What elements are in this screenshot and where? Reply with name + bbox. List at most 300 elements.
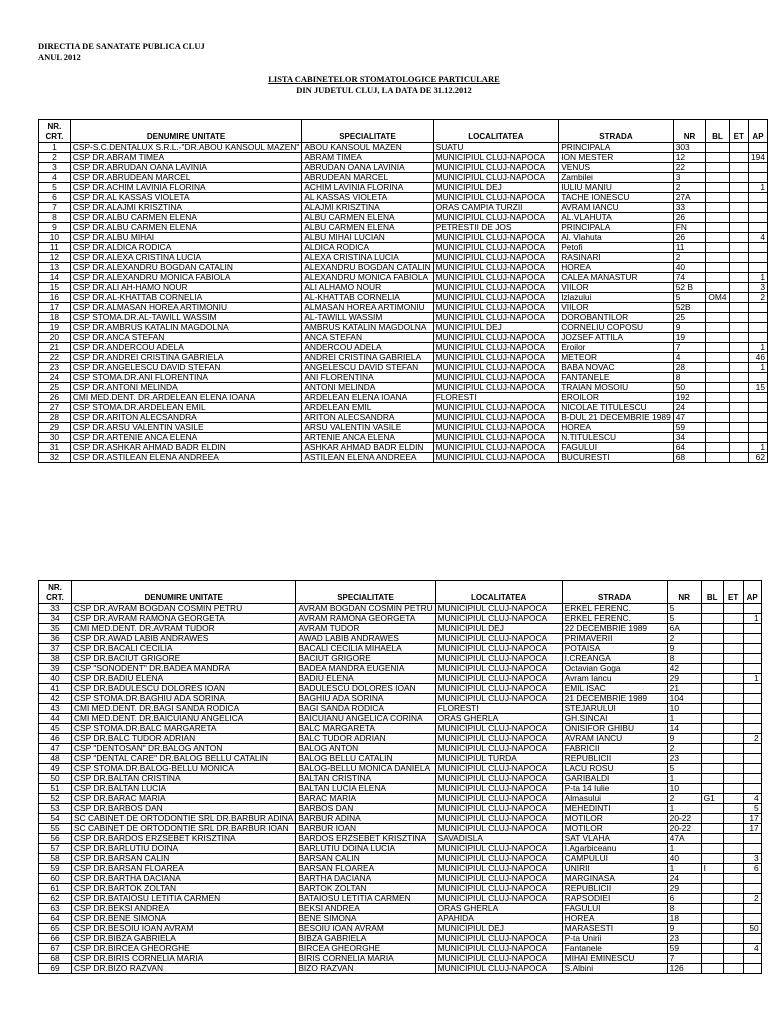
cell-localitatea: MUNICIPIUL CLUJ-NAPOCA [433, 163, 559, 173]
cell-strada: FAGULUI [559, 443, 674, 453]
cell-nr: 11 [673, 243, 706, 253]
table-row [39, 323, 768, 333]
cell-unitate: CSP DR.BACALI CECILIA [72, 644, 296, 654]
cell-nr: 23 [667, 754, 701, 764]
cell-unitate: CSP DR.BACIUT GRIGORE [72, 654, 296, 664]
cell-nr: 47 [673, 413, 706, 423]
cell-ap: 1 [748, 363, 767, 373]
cell-et [723, 624, 743, 634]
cell-et [723, 954, 743, 964]
table-row [39, 654, 762, 664]
cell-et [723, 774, 743, 784]
cell-bl [706, 213, 729, 223]
cell-et [723, 834, 743, 844]
cell-bl [701, 954, 723, 964]
cell-specialitate: AL KASSAS VIOLETA [302, 193, 433, 203]
cell-ap: 15 [748, 383, 767, 393]
cell-strada: HOREA [559, 423, 674, 433]
table-row [39, 293, 768, 303]
cell-ap [748, 413, 767, 423]
cell-bl [701, 664, 723, 674]
table-row [39, 303, 768, 313]
cell-strada: HOREA [562, 914, 667, 924]
cell-nr-crt: 15 [39, 283, 71, 293]
cell-nr: 3 [673, 173, 706, 183]
cell-nr-crt: 16 [39, 293, 71, 303]
cell-strada: S.Albini [562, 964, 667, 974]
table-header-row [39, 581, 762, 604]
cell-localitatea: MUNICIPIUL CLUJ-NAPOCA [435, 614, 562, 624]
cell-localitatea: ORAS CAMPIA TURZII [433, 203, 559, 213]
table-row [39, 684, 762, 694]
cell-ap [743, 914, 761, 924]
cell-et [729, 413, 748, 423]
cell-nr: 6 [667, 894, 701, 904]
cell-nr-crt: 32 [39, 453, 71, 463]
cell-unitate: CSP DR.BEKSI ANDREA [72, 904, 296, 914]
cell-ap [743, 724, 761, 734]
cell-nr-crt: 67 [39, 944, 72, 954]
cell-strada: RAPSODIEI [562, 894, 667, 904]
cell-ap [743, 714, 761, 724]
cell-nr-crt: 31 [39, 443, 71, 453]
cell-localitatea: MUNICIPIUL CLUJ-NAPOCA [435, 644, 562, 654]
col-et: ET [723, 581, 743, 604]
cell-nr: 25 [673, 313, 706, 323]
cell-ap: 1 [748, 273, 767, 283]
cell-ap [748, 423, 767, 433]
table-row [39, 333, 768, 343]
cell-nr-crt: 61 [39, 884, 72, 894]
cell-et [723, 714, 743, 724]
cell-strada: P-ta Unirii [562, 934, 667, 944]
cell-ap: 3 [743, 854, 761, 864]
cell-et [729, 443, 748, 453]
cell-et [723, 864, 743, 874]
cell-nr: 5 [667, 764, 701, 774]
cell-et [723, 794, 743, 804]
cell-bl: OM4 [706, 293, 729, 303]
cell-strada: 22 DECEMBRIE 1989 [562, 624, 667, 634]
cell-strada: NICOLAE TITULESCU [559, 403, 674, 413]
cell-specialitate: BACIUT GRIGORE [296, 654, 435, 664]
cell-et [723, 944, 743, 954]
cell-nr-crt: 50 [39, 774, 72, 784]
cell-nr-crt: 51 [39, 784, 72, 794]
cell-specialitate: BARLUTIU DOINA LUCIA [296, 844, 435, 854]
cell-strada: IULIU MANIU [559, 183, 674, 193]
cell-ap [743, 654, 761, 664]
table-row [39, 393, 768, 403]
cell-unitate: CSP DR.AWAD LABIB ANDRAWES [72, 634, 296, 644]
cell-localitatea: ORAS GHERLA [435, 904, 562, 914]
cell-ap [743, 684, 761, 694]
cell-localitatea: MUNICIPIUL CLUJ-NAPOCA [433, 373, 559, 383]
cell-nr: 12 [673, 153, 706, 163]
table-row [39, 313, 768, 323]
cell-localitatea: PETRESTII DE JOS [433, 223, 559, 233]
table-row [39, 744, 762, 754]
cell-et [729, 163, 748, 173]
table-row [39, 764, 762, 774]
cell-strada: BUCURESTI [559, 453, 674, 463]
cell-bl [701, 624, 723, 634]
table-row [39, 373, 768, 383]
cell-unitate: CSP DR.AVRAM RAMONA GEORGETA [72, 614, 296, 624]
cell-specialitate: ALEXANDRU MONICA FABIOLA [302, 273, 433, 283]
cell-unitate: CSP DR.ARSU VALENTIN VASILE [70, 423, 302, 433]
cell-unitate: CSP DR.BATAIOSU LETITIA CARMEN [72, 894, 296, 904]
cell-bl [701, 704, 723, 714]
cell-specialitate: AMBRUS KATALIN MAGDOLNA [302, 323, 433, 333]
col-nr: NR [673, 120, 706, 143]
cell-nr-crt: 22 [39, 353, 71, 363]
cell-specialitate: ARDELEAN EMIL [302, 403, 433, 413]
cell-nr: 1 [667, 844, 701, 854]
table-row [39, 864, 762, 874]
table-row [39, 383, 768, 393]
cell-ap [748, 213, 767, 223]
cell-nr: 74 [673, 273, 706, 283]
cell-bl [701, 614, 723, 624]
table-row [39, 634, 762, 644]
cell-ap [743, 744, 761, 754]
cell-bl [701, 674, 723, 684]
cell-strada: REPUBLICII [562, 754, 667, 764]
cell-strada: CALEA MANASTUR [559, 273, 674, 283]
cell-nr-crt: 36 [39, 634, 72, 644]
cell-nr-crt: 49 [39, 764, 72, 774]
cell-bl [701, 634, 723, 644]
cell-ap: 1 [743, 614, 761, 624]
table-row [39, 233, 768, 243]
cell-ap [743, 764, 761, 774]
cell-bl [701, 874, 723, 884]
cell-et [729, 203, 748, 213]
cell-strada: AL.VLAHUTA [559, 213, 674, 223]
table-row [39, 804, 762, 814]
cell-strada: PRIMAVERII [562, 634, 667, 644]
cell-et [723, 804, 743, 814]
table-row [39, 734, 762, 744]
cell-localitatea: MUNICIPIUL TURDA [435, 754, 562, 764]
cell-ap: 17 [743, 814, 761, 824]
cell-ap [748, 373, 767, 383]
cell-strada: AVRAM IANCU [562, 734, 667, 744]
cell-specialitate: BARBUR IOAN [296, 824, 435, 834]
cell-nr: 21 [667, 684, 701, 694]
table-row [39, 644, 762, 654]
cell-ap [743, 834, 761, 844]
cell-bl [706, 143, 729, 153]
cell-bl [701, 764, 723, 774]
cell-localitatea: MUNICIPIUL CLUJ-NAPOCA [435, 744, 562, 754]
cell-nr-crt: 9 [39, 223, 71, 233]
cell-nr-crt: 26 [39, 393, 71, 403]
cell-specialitate: AL-TAWILL WASSIM [302, 313, 433, 323]
cell-localitatea: MUNICIPIUL CLUJ-NAPOCA [435, 944, 562, 954]
cell-et [723, 634, 743, 644]
cell-bl [706, 163, 729, 173]
cell-ap [743, 884, 761, 894]
cell-localitatea: MUNICIPIUL CLUJ-NAPOCA [433, 333, 559, 343]
cell-localitatea: MUNICIPIUL CLUJ-NAPOCA [433, 213, 559, 223]
cell-specialitate: BIBZA GABRIELA [296, 934, 435, 944]
cell-nr: 1 [667, 864, 701, 874]
cell-specialitate: BALTAN LUCIA ELENA [296, 784, 435, 794]
cell-unitate: CSP DR.ALAJMI KRISZTINA [70, 203, 302, 213]
cell-nr: 8 [667, 904, 701, 914]
cell-localitatea: MUNICIPIUL CLUJ-NAPOCA [435, 934, 562, 944]
cell-strada: Avram Iancu [562, 674, 667, 684]
cell-ap [743, 774, 761, 784]
cell-unitate: CSP DR.BIRCEA GHEORGHE [72, 944, 296, 954]
cell-unitate: CSP STOMA.DR.BALOG-BELLU MONICA [72, 764, 296, 774]
col-strada: STRADA [559, 120, 674, 143]
table-row [39, 363, 768, 373]
cell-specialitate: BARSAN FLOAREA [296, 864, 435, 874]
cell-unitate: CSP DR.ALDICA RODICA [70, 243, 302, 253]
cell-nr-crt: 69 [39, 964, 72, 974]
cell-specialitate: ALAJMI KRISZTINA [302, 203, 433, 213]
cell-ap [743, 844, 761, 854]
cell-strada: STEJARULUI [562, 704, 667, 714]
cell-specialitate: BARAC MARIA [296, 794, 435, 804]
cell-et [723, 664, 743, 674]
cell-strada: MOTILOR [562, 814, 667, 824]
cell-bl [701, 804, 723, 814]
cell-et [723, 674, 743, 684]
cell-specialitate: ANI FLORENTINA [302, 373, 433, 383]
cell-bl [701, 834, 723, 844]
cell-strada: Petofi [559, 243, 674, 253]
cell-bl [701, 714, 723, 724]
table-row [39, 794, 762, 804]
table-row [39, 724, 762, 734]
table-row [39, 784, 762, 794]
cell-ap [748, 313, 767, 323]
table-row [39, 674, 762, 684]
cell-ap [748, 253, 767, 263]
cell-bl [701, 854, 723, 864]
cell-ap [748, 163, 767, 173]
col-ap: AP [743, 581, 761, 604]
cell-unitate: CSP DR.BIZO RAZVAN [72, 964, 296, 974]
cell-strada: DOROBANTILOR [559, 313, 674, 323]
table-row [39, 273, 768, 283]
cell-bl: I [701, 864, 723, 874]
cell-nr-crt: 65 [39, 924, 72, 934]
cell-et [729, 223, 748, 233]
cell-specialitate: ALBU CARMEN ELENA [302, 223, 433, 233]
cell-nr-crt: 19 [39, 323, 71, 333]
cell-ap: 2 [743, 894, 761, 904]
cell-et [729, 363, 748, 373]
cell-localitatea: MUNICIPIUL DEJ [433, 323, 559, 333]
cell-ap [743, 634, 761, 644]
cell-strada: MIHAI EMINESCU [562, 954, 667, 964]
cell-specialitate: ALBU CARMEN ELENA [302, 213, 433, 223]
cell-et [729, 273, 748, 283]
cell-ap: 1 [748, 343, 767, 353]
cell-localitatea: MUNICIPIUL CLUJ-NAPOCA [435, 844, 562, 854]
institution-name: DIRECTIA DE SANATATE PUBLICA CLUJ [38, 41, 205, 51]
cell-unitate: CMI MED.DENT. DR.BAICUIANU ANGELICA [72, 714, 296, 724]
cell-specialitate: BADULESCU DOLORES IOAN [296, 684, 435, 694]
cell-nr-crt: 59 [39, 864, 72, 874]
cell-nr-crt: 10 [39, 233, 71, 243]
cell-specialitate: BARBUR ADINA [296, 814, 435, 824]
cell-strada: LACU ROSU [562, 764, 667, 774]
cell-ap: 3 [748, 283, 767, 293]
cell-bl [701, 684, 723, 694]
cell-nr: 42 [667, 664, 701, 674]
cell-unitate: CSP DR.ASHKAR AHMAD BADR ELDIN [70, 443, 302, 453]
cell-nr: 192 [673, 393, 706, 403]
cell-nr-crt: 43 [39, 704, 72, 714]
cell-et [729, 183, 748, 193]
cell-nr: 10 [667, 784, 701, 794]
cell-ap: 50 [743, 924, 761, 934]
cell-strada: POTAISA [562, 644, 667, 654]
cell-localitatea: MUNICIPIUL CLUJ-NAPOCA [433, 383, 559, 393]
cell-strada: HOREA [559, 263, 674, 273]
table-row [39, 884, 762, 894]
cell-specialitate: AVRAM BOGDAN COSMIN PETRU [296, 604, 435, 614]
cell-et [723, 854, 743, 864]
cell-et [723, 614, 743, 624]
cell-strada: EROILOR [559, 393, 674, 403]
cell-localitatea: MUNICIPIUL CLUJ-NAPOCA [433, 263, 559, 273]
cell-unitate: CSP DR.BIRIS CORNELIA MARIA [72, 954, 296, 964]
table-row [39, 403, 768, 413]
cell-bl [701, 844, 723, 854]
cell-unitate: CSP DR.ABRAM TIMEA [70, 153, 302, 163]
cell-et [729, 293, 748, 303]
cell-localitatea: MUNICIPIUL DEJ [433, 183, 559, 193]
cell-specialitate: BACALI CECILIA MIHAELA [296, 644, 435, 654]
cell-et [723, 694, 743, 704]
cell-et [729, 423, 748, 433]
cell-nr-crt: 48 [39, 754, 72, 764]
cell-specialitate: ALMASAN HOREA ARTIMONIU [302, 303, 433, 313]
cell-unitate: CSP "DENTAL CARE" DR.BALOG BELLU CATALIN [72, 754, 296, 764]
cell-ap [743, 904, 761, 914]
cell-nr-crt: 45 [39, 724, 72, 734]
cell-nr: 22 [673, 163, 706, 173]
cell-strada: UNIRII [562, 864, 667, 874]
cell-bl [706, 353, 729, 363]
cell-localitatea: MUNICIPIUL CLUJ-NAPOCA [433, 453, 559, 463]
cell-strada: TRAIAN MOSOIU [559, 383, 674, 393]
cell-unitate: CSP DR.BIBZA GABRIELA [72, 934, 296, 944]
cell-strada: SAT VLAHA [562, 834, 667, 844]
table-row [39, 854, 762, 864]
cell-strada: GARIBALDI [562, 774, 667, 784]
cell-specialitate: ANTONI MELINDA [302, 383, 433, 393]
cell-ap [748, 333, 767, 343]
cell-specialitate: BAGHIU ADA SORINA [296, 694, 435, 704]
table-row [39, 914, 762, 924]
cell-et [729, 403, 748, 413]
cell-unitate: SC CABINET DE ORTODONTIE SRL DR.BARBUR ADINA [72, 814, 296, 824]
cell-unitate: CSP DR.BARDOS ERZSEBET KRISZTINA [72, 834, 296, 844]
cell-unitate: CSP STOMA.DR.ANI FLORENTINA [70, 373, 302, 383]
cell-localitatea: MUNICIPIUL CLUJ-NAPOCA [435, 964, 562, 974]
cell-bl [701, 774, 723, 784]
cell-nr: 104 [667, 694, 701, 704]
cell-unitate: CSP DR.BARBOS DAN [72, 804, 296, 814]
cell-localitatea: MUNICIPIUL CLUJ-NAPOCA [435, 784, 562, 794]
cell-unitate: CSP DR.ANDREI CRISTINA GABRIELA [70, 353, 302, 363]
cell-unitate: CSP DR.ALBU CARMEN ELENA [70, 223, 302, 233]
cell-specialitate: ARTENIE ANCA ELENA [302, 433, 433, 443]
cell-et [729, 323, 748, 333]
cell-et [723, 654, 743, 664]
cell-nr-crt: 66 [39, 934, 72, 944]
cell-bl [706, 333, 729, 343]
cell-unitate: CSP-S.C.DENTALUX S.R.L.-"DR.ABOU KANSOUL MAZEN" [70, 143, 302, 153]
cell-nr: 5 [667, 614, 701, 624]
cell-bl [706, 443, 729, 453]
cell-ap [743, 694, 761, 704]
cell-et [729, 453, 748, 463]
cell-nr-crt: 39 [39, 664, 72, 674]
cell-nr: 1 [667, 774, 701, 784]
cell-nr: 5 [673, 293, 706, 303]
cell-specialitate: ANCA STEFAN [302, 333, 433, 343]
cell-localitatea: MUNICIPIUL CLUJ-NAPOCA [435, 864, 562, 874]
cell-bl [706, 283, 729, 293]
cell-specialitate: BALOG ANTON [296, 744, 435, 754]
cell-nr: 24 [673, 403, 706, 413]
cell-bl [706, 203, 729, 213]
cell-strada: ERKEL FERENC. [562, 614, 667, 624]
cell-unitate: CSP DR.AL-KHATTAB CORNELIA [70, 293, 302, 303]
cell-ap [743, 934, 761, 944]
cell-et [729, 253, 748, 263]
cell-nr-crt: 53 [39, 804, 72, 814]
cell-bl [701, 784, 723, 794]
cell-nr-crt: 20 [39, 333, 71, 343]
cell-bl [701, 904, 723, 914]
cell-bl [701, 724, 723, 734]
table-row [39, 413, 768, 423]
cell-specialitate: ARITON ALECSANDRA [302, 413, 433, 423]
cell-strada: MARASESTI [562, 924, 667, 934]
cell-specialitate: BARTHA DACIANA [296, 874, 435, 884]
cell-nr: 40 [673, 263, 706, 273]
cell-bl [706, 373, 729, 383]
cell-strada: FANTANELE [559, 373, 674, 383]
cell-localitatea: FLORESTI [433, 393, 559, 403]
cell-ap: 5 [743, 804, 761, 814]
col-strada: STRADA [562, 581, 667, 604]
cell-ap: 6 [743, 864, 761, 874]
cell-nr: 9 [673, 323, 706, 333]
cell-nr-crt: 17 [39, 303, 71, 313]
cell-unitate: CSP DR.ACHIM LAVINIA FLORINA [70, 183, 302, 193]
cell-unitate: CSP "DENTOSAN" DR.BALOG ANTON [72, 744, 296, 754]
cell-unitate: CSP DR.BARTHA DACIANA [72, 874, 296, 884]
cell-nr-crt: 46 [39, 734, 72, 744]
cell-localitatea: MUNICIPIUL CLUJ-NAPOCA [435, 604, 562, 614]
cell-nr: 20-22 [667, 824, 701, 834]
cell-nr: 14 [667, 724, 701, 734]
cell-strada: ONISIFOR GHIBU [562, 724, 667, 734]
cell-ap: 1 [748, 443, 767, 453]
cell-et [723, 934, 743, 944]
